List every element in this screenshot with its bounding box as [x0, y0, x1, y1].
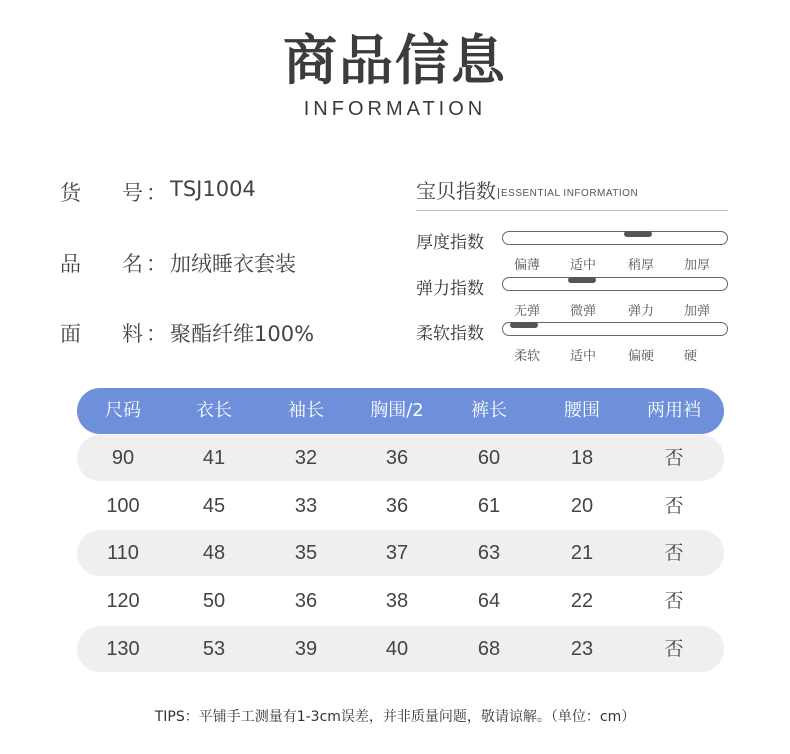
table-cell: 64	[477, 590, 501, 612]
info-colon: ：	[146, 252, 167, 276]
table-cell: 36	[385, 495, 409, 517]
column-header: 袖长	[288, 400, 324, 421]
index-gauge-knob	[624, 231, 652, 237]
tips-note: TIPS：平铺手工测量有1-3cm误差，并非质量问题，敬请谅解。（单位：cm）	[154, 709, 636, 725]
table-cell: 68	[477, 638, 501, 660]
info-key-char-1: 品	[60, 252, 81, 276]
index-title: 宝贝指数	[416, 179, 496, 203]
table-cell: 40	[385, 638, 409, 660]
table-cell: 48	[202, 542, 226, 564]
index-gauge	[502, 231, 728, 245]
column-header: 衣长	[196, 400, 232, 421]
index-option: 偏薄	[514, 258, 541, 273]
index-option: 适中	[570, 349, 597, 364]
page-subtitle: INFORMATION	[303, 98, 487, 120]
info-key-char-1: 货	[60, 181, 81, 205]
table-row	[77, 483, 724, 529]
column-header: 尺码	[105, 400, 141, 421]
index-label: 柔软指数	[416, 324, 484, 344]
table-cell: 41	[202, 447, 226, 469]
table-cell: 20	[570, 495, 594, 517]
table-cell: 53	[202, 638, 226, 660]
table-cell: 33	[294, 495, 318, 517]
column-header: 腰围	[564, 400, 600, 421]
table-cell: 60	[477, 447, 501, 469]
table-cell: 130	[106, 638, 140, 660]
index-option: 加弹	[684, 304, 711, 319]
index-row-thickness	[416, 228, 736, 272]
table-cell: 45	[202, 495, 226, 517]
table-cell: 否	[664, 542, 684, 564]
info-colon: ：	[146, 322, 167, 346]
table-cell: 35	[294, 542, 318, 564]
info-key-char-1: 面	[60, 322, 81, 346]
table-cell: 否	[664, 638, 684, 660]
table-cell: 否	[664, 495, 684, 517]
column-header: 胸围/2	[370, 400, 424, 421]
table-cell: 120	[106, 590, 140, 612]
index-label: 弹力指数	[416, 279, 484, 299]
index-gauge	[502, 277, 728, 291]
info-value: 聚酯纤维100%	[170, 322, 315, 346]
table-cell: 38	[385, 590, 409, 612]
table-cell: 22	[570, 590, 594, 612]
table-row	[77, 578, 724, 624]
table-cell: 37	[385, 542, 409, 564]
info-value: 加绒睡衣套装	[170, 252, 296, 276]
table-cell: 39	[294, 638, 318, 660]
info-key-char-2: 号	[122, 181, 143, 205]
column-header: 两用裆	[647, 400, 701, 421]
size-table-header	[77, 388, 724, 434]
index-option: 加厚	[684, 258, 711, 273]
index-option: 适中	[570, 258, 597, 273]
index-option: 微弹	[570, 304, 597, 319]
table-cell: 100	[106, 495, 140, 517]
table-cell: 61	[477, 495, 501, 517]
table-cell: 36	[294, 590, 318, 612]
index-label: 厚度指数	[416, 233, 484, 253]
table-cell: 90	[111, 447, 135, 469]
table-cell: 50	[202, 590, 226, 612]
index-divider	[416, 210, 728, 211]
table-cell: 63	[477, 542, 501, 564]
column-header: 裤长	[471, 400, 507, 421]
info-key-char-2: 名	[122, 252, 143, 276]
page-title: 商品信息	[283, 29, 507, 92]
index-gauge-knob	[568, 277, 596, 283]
table-row	[77, 530, 724, 576]
index-heading	[416, 175, 638, 204]
table-cell: 否	[664, 590, 684, 612]
info-colon: ：	[146, 181, 167, 205]
table-cell: 18	[570, 447, 594, 469]
index-option: 稍厚	[628, 258, 655, 273]
table-cell: 36	[385, 447, 409, 469]
index-title-en: ESSENTIAL INFORMATION	[498, 188, 638, 199]
index-row-softness	[416, 319, 736, 363]
index-gauge-knob	[510, 322, 538, 328]
table-row	[77, 626, 724, 672]
info-value: TSJ1004	[170, 177, 256, 201]
table-cell: 32	[294, 447, 318, 469]
index-option: 弹力	[628, 304, 655, 319]
table-cell: 110	[107, 542, 139, 564]
table-cell: 否	[664, 447, 684, 469]
index-option: 偏硬	[628, 349, 655, 364]
index-option: 柔软	[514, 349, 541, 364]
index-option: 硬	[684, 349, 698, 364]
table-row	[77, 435, 724, 481]
table-cell: 21	[570, 542, 594, 564]
table-cell: 23	[570, 638, 594, 660]
info-key-char-2: 料	[122, 322, 143, 346]
index-row-elasticity	[416, 274, 736, 318]
index-option: 无弹	[514, 304, 541, 319]
